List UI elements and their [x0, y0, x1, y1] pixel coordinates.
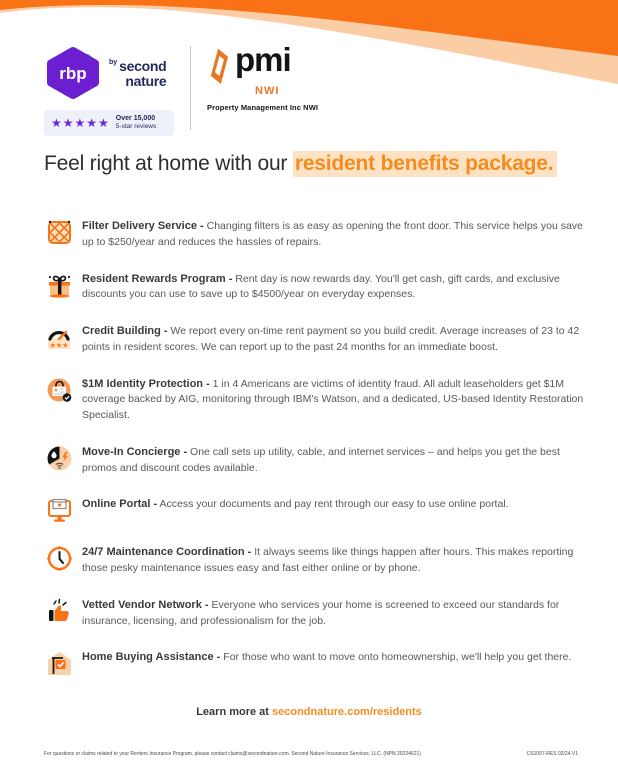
pmi-logo-block	[207, 41, 319, 112]
list-item	[36, 544, 590, 577]
list-item	[36, 597, 590, 630]
brand-nature: nature	[125, 72, 167, 89]
list-item	[36, 444, 590, 477]
reviews-label: 5-star reviews	[115, 123, 157, 131]
benefit-title: $1M Identity Protection -	[82, 377, 210, 390]
headline-highlight: resident benefits package.	[293, 151, 558, 177]
benefit-title: Move-In Concierge -	[82, 445, 188, 458]
benefit-desc: For those who want to move onto homeownership, we'll help you get there.	[223, 651, 572, 664]
logo-divider	[190, 46, 191, 130]
fine-print	[44, 751, 578, 757]
benefit-title: Credit Building -	[82, 325, 168, 337]
svg-text:rbp: rbp	[59, 64, 87, 83]
reviews-count: Over 15,000	[115, 115, 156, 122]
benefit-desc: 1 in 4 Americans are victims of identity fraud. All adult leaseholders get $1M coverage backed by AIG, monitoring through IBM's Watson, and a dedicated, US-based Identity Restoration Specialist.	[82, 377, 584, 421]
learn-more	[0, 706, 618, 718]
learn-more-link[interactable]: secondnature.com/residents	[272, 706, 422, 718]
list-item	[36, 218, 590, 251]
benefit-desc: One call sets up utility, cable, and internet services – and helps you get the best promos and discount codes available.	[82, 445, 560, 474]
list-item	[36, 323, 590, 356]
benefit-title: Vetted Vendor Network -	[82, 598, 209, 611]
list-item	[36, 496, 590, 524]
second-nature-wordmark	[109, 59, 166, 88]
benefit-desc: Rent day is now rewards day. You'll get cash, gift cards, and exclusive discounts you can use to save up to $4500/year on everyday expenses.	[82, 272, 560, 301]
benefit-desc: It always seems like things happen after hours. This makes reporting those pesky maintenance issues easy and fast either online or by phone.	[82, 546, 574, 574]
fine-print-code: CS1007-RES 02/24 V1	[526, 751, 578, 757]
benefit-title: Filter Delivery Service -	[82, 220, 204, 232]
benefit-desc: We report every on-time rent payment so you build credit. Average increases of 23 to 42 points in resident scores. We can report up to the past 24 months for an immediate boost.	[82, 325, 580, 353]
benefit-title: Home Buying Assistance -	[82, 651, 221, 664]
pmi-wordmark: pmi	[235, 41, 291, 78]
clock-24-7-icon	[36, 544, 82, 572]
rbp-logo-block	[44, 44, 174, 136]
benefit-desc: Changing filters is as easy as opening the front door. This service helps you save up to $250/year and reduces the hassles of repairs.	[82, 220, 583, 248]
list-item	[36, 376, 590, 424]
credit-gauge-icon	[36, 323, 82, 351]
headline-prefix: Feel right at home with our	[44, 152, 293, 175]
header	[44, 41, 319, 136]
list-item	[36, 649, 590, 677]
pmi-tagline: Property Management Inc NWI	[207, 103, 319, 112]
benefit-title: 24/7 Maintenance Coordination -	[82, 546, 252, 559]
pmi-region: NWI	[255, 85, 280, 97]
pmi-flag-icon	[207, 46, 231, 84]
by-label: by	[109, 58, 118, 66]
page-title	[44, 152, 557, 176]
benefit-title: Resident Rewards Program -	[82, 272, 233, 285]
learn-more-prefix: Learn more at	[196, 706, 273, 718]
benefit-desc: Access your documents and pay rent through our easy to use online portal.	[159, 498, 509, 511]
thumbs-up-icon	[36, 597, 82, 625]
benefits-list	[36, 218, 590, 677]
benefit-title: Online Portal -	[82, 498, 158, 511]
rbp-logo-icon	[44, 44, 102, 102]
reviews-badge	[44, 110, 174, 136]
identity-card-icon	[36, 376, 82, 404]
list-item	[36, 271, 590, 304]
brand-second: second	[119, 57, 167, 74]
gift-rewards-icon	[36, 271, 82, 299]
online-portal-icon	[36, 496, 82, 524]
utilities-concierge-icon	[36, 444, 82, 472]
benefit-desc: Everyone who services your home is screened to exceed our standards for insurance, licensing, and professionalism for the job.	[82, 598, 560, 627]
filter-delivery-icon	[36, 218, 82, 246]
fine-print-legal: For questions or claims related to your Renters Insurance Program, please contact claims@secondnature.com. Second Nature Insurance Services, LLC. (NPN 20224621)	[44, 751, 421, 757]
svg-text:★★★: ★★★	[49, 342, 69, 350]
home-sign-icon	[36, 649, 82, 677]
five-stars-icon: ★★★★★	[51, 115, 110, 130]
